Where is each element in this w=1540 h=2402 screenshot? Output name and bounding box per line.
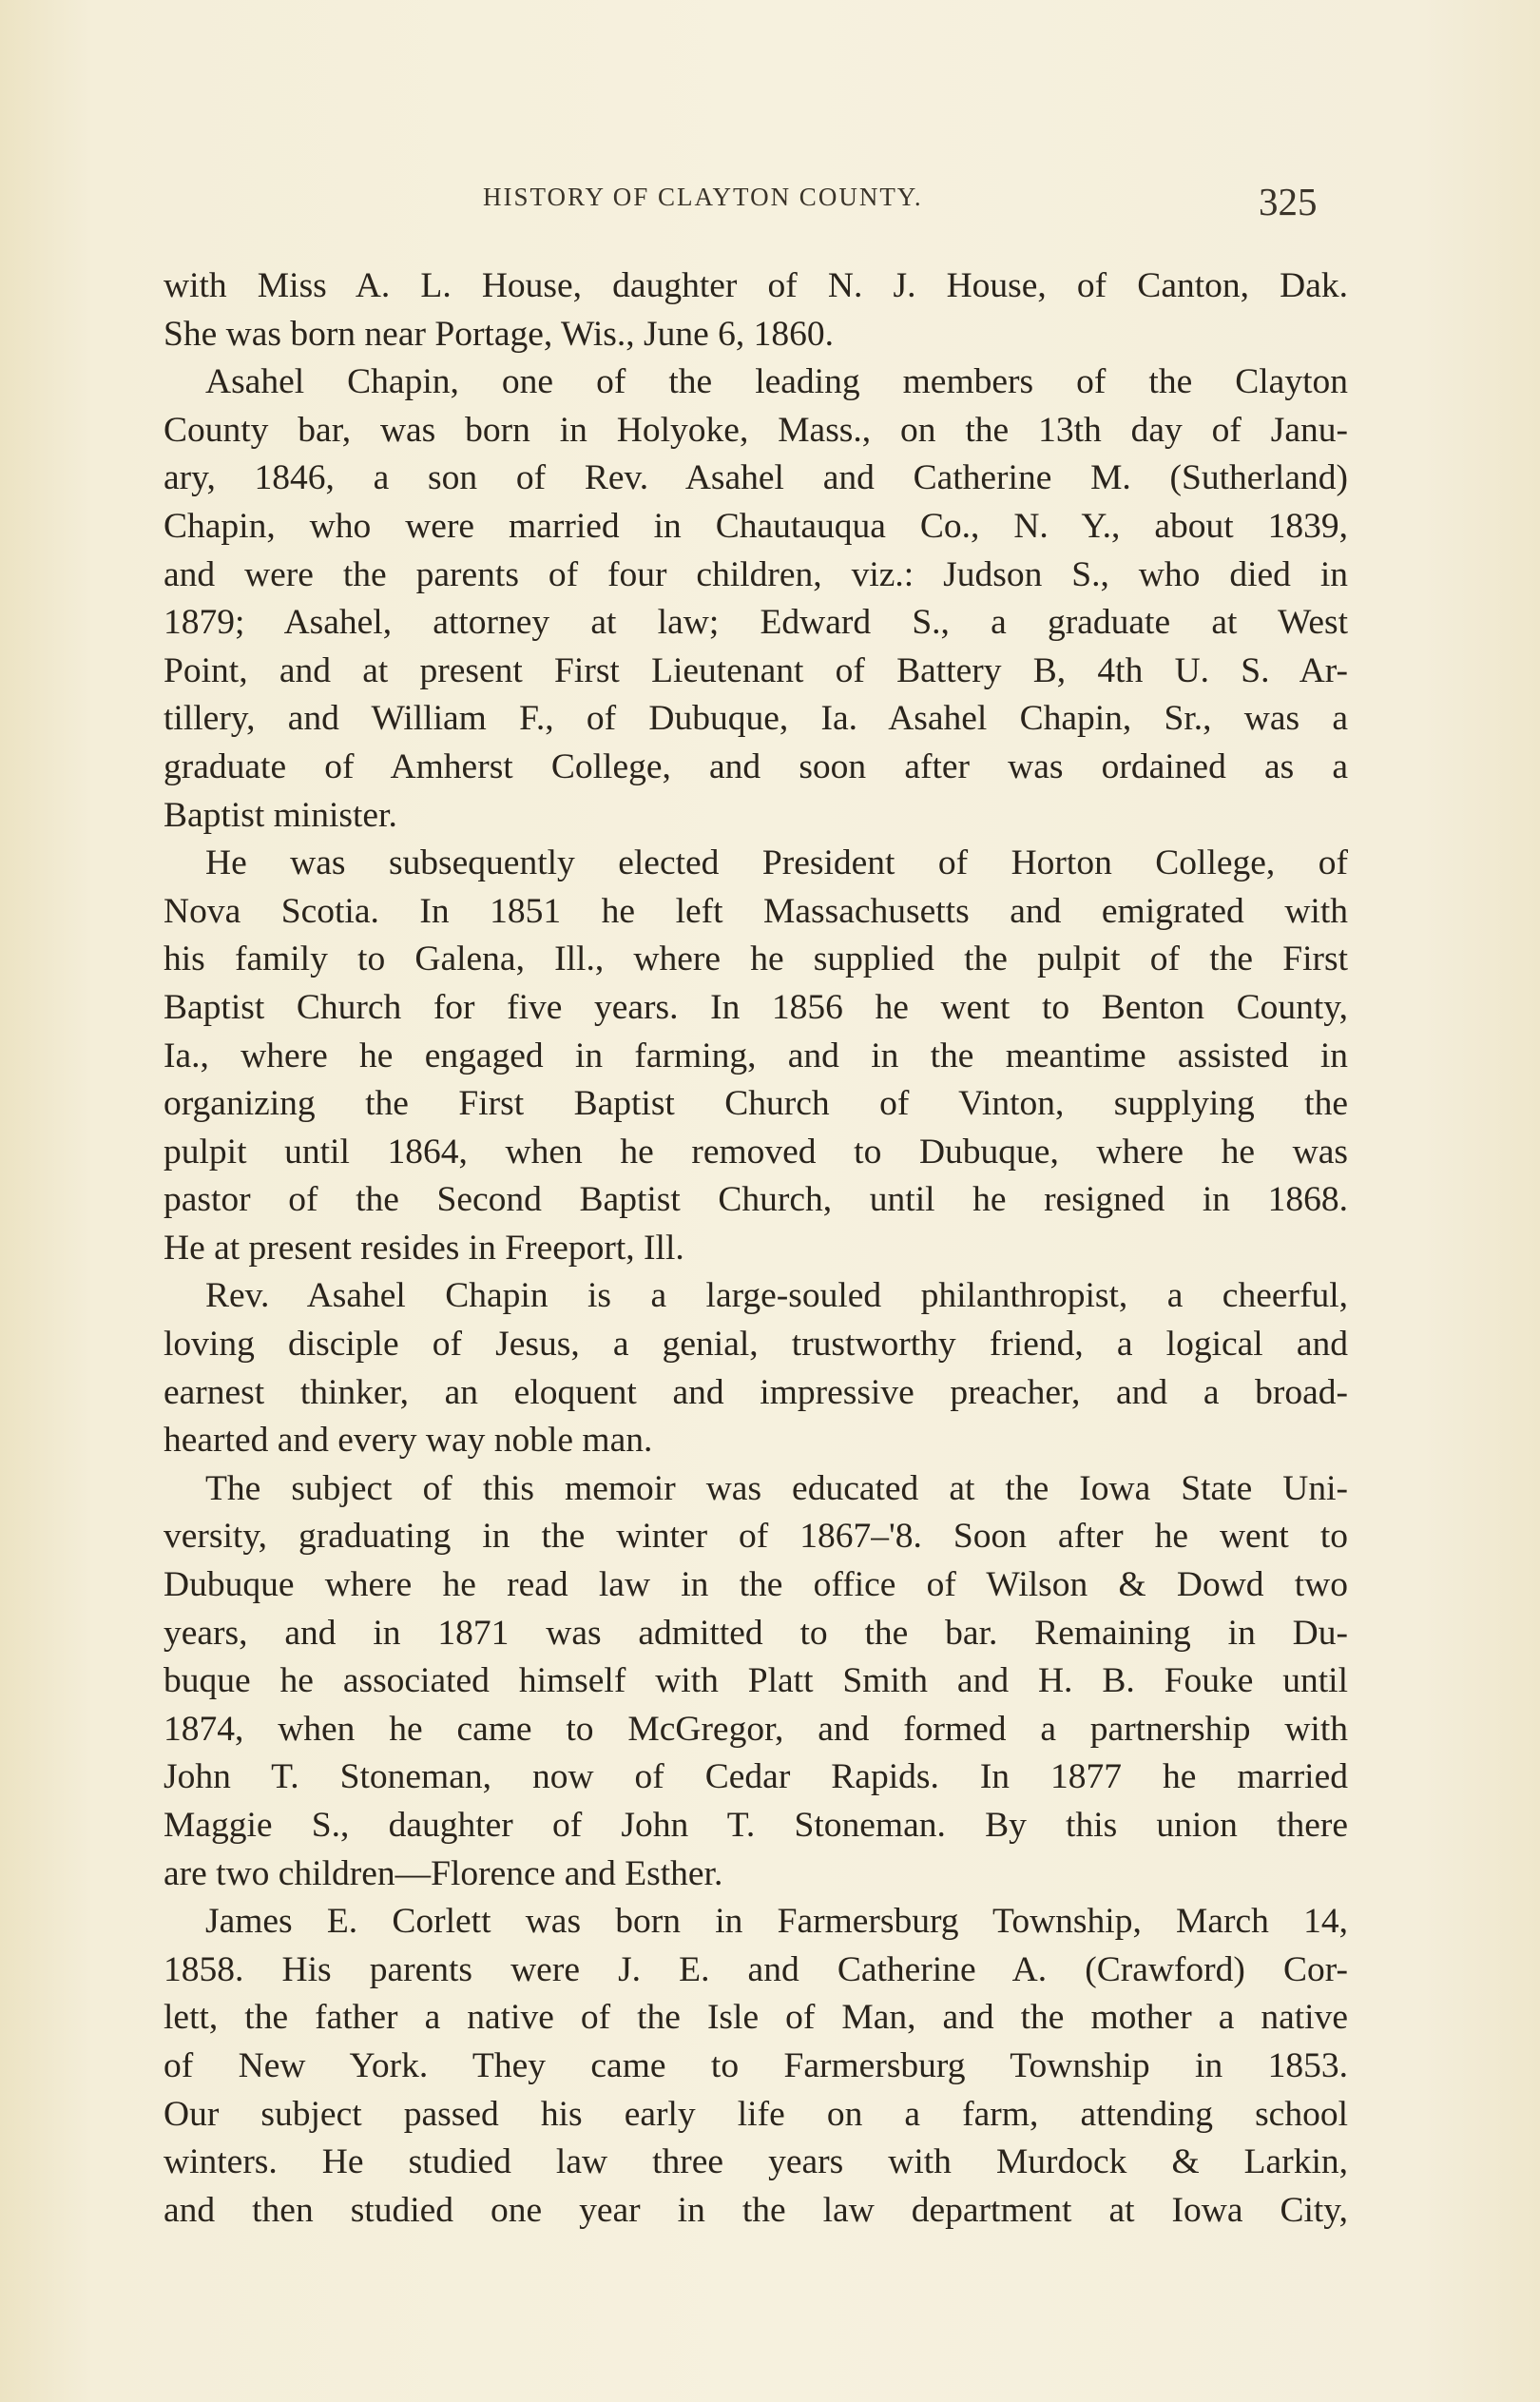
text-line: He was subsequently elected President of Horton College, of [205, 843, 1348, 883]
text-line: 1858. His parents were J. E. and Catherine A. (Crawford) Cor- [164, 1949, 1348, 1989]
text-line: his family to Galena, Ill., where he supplied the pulpit of the First [164, 939, 1348, 979]
text-line: ary, 1846, a son of Rev. Asahel and Catherine M. (Sutherland) [164, 458, 1348, 498]
body-text [164, 262, 1348, 2235]
text-line: lett, the father a native of the Isle of Man, and the mother a native [164, 1998, 1348, 2038]
text-line: Nova Scotia. In 1851 he left Massachusetts and emigrated with [164, 891, 1348, 931]
text-line: and were the parents of four children, viz.: Judson S., who died in [164, 554, 1348, 594]
text-line: versity, graduating in the winter of 1867–'8. Soon after he went to [164, 1517, 1348, 1557]
text-line: earnest thinker, an eloquent and impressive preacher, and a broad- [164, 1372, 1348, 1412]
text-line: loving disciple of Jesus, a genial, trustworthy friend, a logical and [164, 1325, 1348, 1365]
text-line: Maggie S., daughter of John T. Stoneman. By this union there [164, 1806, 1348, 1845]
text-line: graduate of Amherst College, and soon after was ordained as a [164, 746, 1348, 786]
text-line: Asahel Chapin, one of the leading members of the Clayton [205, 362, 1348, 402]
text-line: pulpit until 1864, when he removed to Dubuque, where he was [164, 1132, 1348, 1172]
text-line: Dubuque where he read law in the office of Wilson & Dowd two [164, 1565, 1348, 1605]
text-line: John T. Stoneman, now of Cedar Rapids. In 1877 he married [164, 1757, 1348, 1797]
text-line: years, and in 1871 was admitted to the bar. Remaining in Du- [164, 1613, 1348, 1653]
text-line: Baptist Church for five years. In 1856 he went to Benton County, [164, 987, 1348, 1027]
text-line: of New York. They came to Farmersburg Township in 1853. [164, 2045, 1348, 2085]
page-header [0, 179, 1540, 226]
text-line: Baptist minister. [164, 795, 397, 835]
running-title: HISTORY OF CLAYTON COUNTY. [483, 183, 923, 211]
text-line: are two children—Florence and Esther. [164, 1853, 723, 1893]
text-line: 1874, when he came to McGregor, and formed a partnership with [164, 1709, 1348, 1749]
text-line: Chapin, who were married in Chautauqua Co., N. Y., about 1839, [164, 506, 1348, 546]
text-line: winters. He studied law three years with Murdock & Larkin, [164, 2142, 1348, 2182]
text-line: with Miss A. L. House, daughter of N. J. House, of Canton, Dak. [164, 266, 1348, 305]
text-line: Ia., where he engaged in farming, and in the meantime assisted in [164, 1036, 1348, 1075]
text-line: She was born near Portage, Wis., June 6, 1860. [164, 314, 834, 354]
text-line: 1879; Asahel, attorney at law; Edward S., a graduate at West [164, 603, 1348, 643]
text-line: County bar, was born in Holyoke, Mass., on the 13th day of Janu- [164, 410, 1348, 450]
text-line: James E. Corlett was born in Farmersburg Township, March 14, [205, 1902, 1348, 1942]
text-line: The subject of this memoir was educated at the Iowa State Uni- [205, 1468, 1348, 1508]
text-line: pastor of the Second Baptist Church, until he resigned in 1868. [164, 1180, 1348, 1220]
text-line: tillery, and William F., of Dubuque, Ia. Asahel Chapin, Sr., was a [164, 699, 1348, 739]
text-line: hearted and every way noble man. [164, 1421, 653, 1461]
text-line: Rev. Asahel Chapin is a large-souled philanthropist, a cheerful, [205, 1276, 1348, 1316]
text-line: and then studied one year in the law department at Iowa City, [164, 2190, 1348, 2230]
text-line: Our subject passed his early life on a farm, attending school [164, 2094, 1348, 2134]
text-line: buque he associated himself with Platt Smith and H. B. Fouke until [164, 1661, 1348, 1701]
page-number: 325 [1259, 180, 1318, 223]
text-line: Point, and at present First Lieutenant of Battery B, 4th U. S. Ar- [164, 650, 1348, 690]
text-line: He at present resides in Freeport, Ill. [164, 1228, 684, 1268]
text-line: organizing the First Baptist Church of Vinton, supplying the [164, 1084, 1348, 1124]
